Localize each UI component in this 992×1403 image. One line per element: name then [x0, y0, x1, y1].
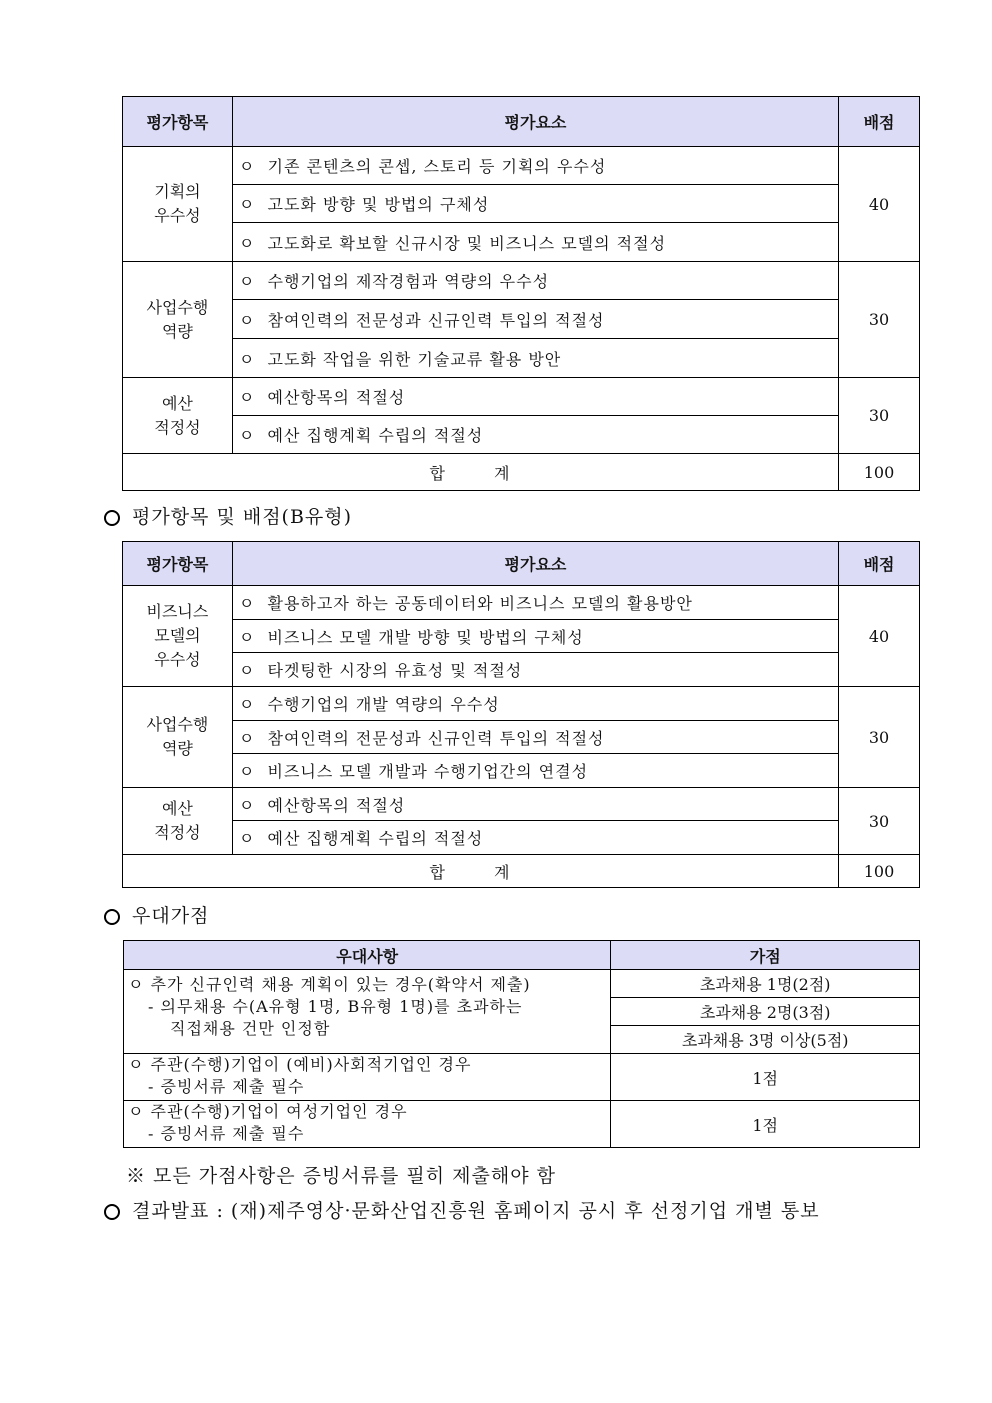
preference-item-hiring: ㅇ 추가 신규인력 채용 계획이 있는 경우(확약서 제출) - 의무채용 수(A유형 1명, B유형 1명)를 초과하는 직접채용 건만 인정함 — [124, 970, 611, 1054]
result-announcement: 결과발표 : (재)제주영상·문화산업진흥원 홈페이지 공시 후 선정기업 개별 통보 — [104, 1196, 820, 1223]
note-text: ※ 모든 가점사항은 증빙서류를 필히 제출해야 함 — [126, 1165, 556, 1187]
element-item: ㅇ 비즈니스 모델 개발 방향 및 방법의 구체성 — [232, 620, 838, 653]
element-item: ㅇ 활용하고자 하는 공동데이터와 비즈니스 모델의 활용방안 — [232, 586, 838, 620]
evaluation-table-b — [122, 541, 920, 888]
element-item: ㅇ 수행기업의 제작경험과 역량의 우수성 — [232, 262, 838, 300]
total-score: 100 — [839, 855, 920, 888]
preference-item-women-enterprise: ㅇ 주관(수행)기업이 여성기업인 경우 - 증빙서류 제출 필수 — [124, 1101, 611, 1148]
score-cell: 40 — [839, 147, 920, 262]
preference-table — [123, 940, 920, 1148]
total-label: 합 계 — [123, 454, 839, 491]
category-cell: 비즈니스 모델의 우수성 — [123, 586, 233, 687]
header-preference-item: 우대사항 — [124, 941, 611, 970]
header-elements: 평가요소 — [232, 542, 838, 586]
circle-bullet-icon — [104, 1204, 120, 1220]
element-item: ㅇ 예산항목의 적절성 — [232, 378, 838, 416]
element-item: ㅇ 타겟팅한 시장의 유효성 및 적절성 — [232, 653, 838, 687]
points-cell: 초과채용 3명 이상(5점) — [611, 1026, 920, 1054]
category-cell: 예산 적정성 — [123, 378, 233, 454]
score-cell: 40 — [839, 586, 920, 687]
circle-bullet-icon — [104, 909, 120, 925]
total-label: 합 계 — [123, 855, 839, 888]
element-item: ㅇ 고도화로 확보할 신규시장 및 비즈니스 모델의 적절성 — [232, 223, 838, 262]
section-title-b: 평가항목 및 배점(B유형) — [104, 502, 352, 529]
header-elements: 평가요소 — [232, 97, 838, 147]
element-item: ㅇ 참여인력의 전문성과 신규인력 투입의 적절성 — [232, 721, 838, 754]
category-cell: 기획의 우수성 — [123, 147, 233, 262]
header-category: 평가항목 — [123, 542, 233, 586]
element-item: ㅇ 기존 콘텐츠의 콘셉, 스토리 등 기획의 우수성 — [232, 147, 838, 185]
score-cell: 30 — [839, 687, 920, 788]
element-item: ㅇ 참여인력의 전문성과 신규인력 투입의 적절성 — [232, 300, 838, 339]
points-cell: 1점 — [611, 1101, 920, 1148]
score-cell: 30 — [839, 262, 920, 378]
element-item: ㅇ 예산항목의 적절성 — [232, 788, 838, 821]
evaluation-table-a — [122, 96, 920, 491]
element-item: ㅇ 비즈니스 모델 개발과 수행기업간의 연결성 — [232, 754, 838, 788]
points-cell: 1점 — [611, 1054, 920, 1101]
header-score: 배점 — [839, 542, 920, 586]
element-item: ㅇ 예산 집행계획 수립의 적절성 — [232, 821, 838, 855]
points-cell: 초과채용 2명(3점) — [611, 998, 920, 1026]
points-cell: 초과채용 1명(2점) — [611, 970, 920, 998]
section-title-preference: 우대가점 — [104, 901, 209, 928]
header-points: 가점 — [611, 941, 920, 970]
element-item: ㅇ 고도화 작업을 위한 기술교류 활용 방안 — [232, 339, 838, 378]
preference-item-social-enterprise: ㅇ 주관(수행)기업이 (예비)사회적기업인 경우 - 증빙서류 제출 필수 — [124, 1054, 611, 1101]
element-item: ㅇ 수행기업의 개발 역량의 우수성 — [232, 687, 838, 721]
category-cell: 예산 적정성 — [123, 788, 233, 855]
category-cell: 사업수행 역량 — [123, 262, 233, 378]
category-cell: 사업수행 역량 — [123, 687, 233, 788]
total-score: 100 — [839, 454, 920, 491]
score-cell: 30 — [839, 788, 920, 855]
circle-bullet-icon — [104, 510, 120, 526]
header-category: 평가항목 — [123, 97, 233, 147]
score-cell: 30 — [839, 378, 920, 454]
element-item: ㅇ 고도화 방향 및 방법의 구체성 — [232, 185, 838, 223]
element-item: ㅇ 예산 집행계획 수립의 적절성 — [232, 416, 838, 454]
header-score: 배점 — [839, 97, 920, 147]
